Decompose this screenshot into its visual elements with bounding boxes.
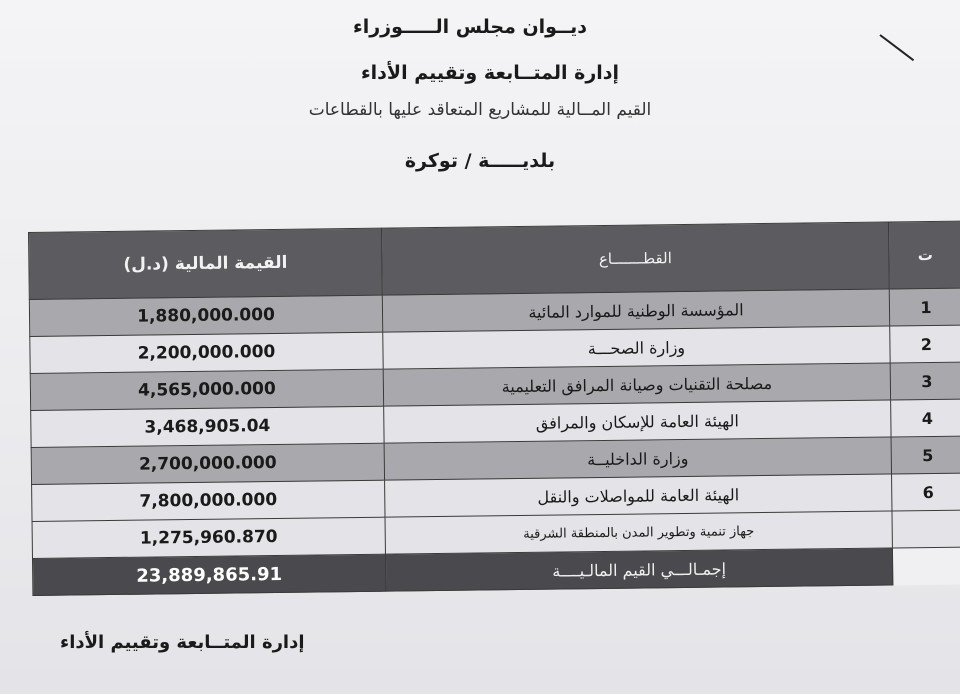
header-report-title: القيم المــالية للمشاريع المتعاقد عليها بالقطاعات bbox=[308, 100, 652, 120]
row-number bbox=[892, 510, 960, 548]
row-sector: الهيئة العامة للإسكان والمرافق bbox=[384, 400, 891, 443]
row-value: 2,700,000.000 bbox=[31, 443, 384, 484]
values-table-wrapper bbox=[28, 221, 934, 594]
header-council-title: ديــوان مجلس الـــــوزراء bbox=[353, 16, 587, 38]
row-sector: مصلحة التقنيات وصيانة المرافق التعليمية bbox=[383, 363, 890, 406]
row-value: 1,880,000.000 bbox=[29, 295, 382, 336]
footer-department: إدارة المتــابعة وتقييم الأداء bbox=[60, 632, 305, 653]
column-header-value: القيمة المالية (د.ل) bbox=[29, 228, 383, 299]
row-value: 4,565,000.000 bbox=[30, 369, 383, 410]
row-sector: المؤسسة الوطنية للموارد المائية bbox=[382, 289, 889, 332]
values-table bbox=[28, 221, 960, 596]
row-value: 3,468,905.04 bbox=[31, 406, 384, 447]
row-value: 2,200,000.000 bbox=[30, 332, 383, 373]
row-number: 2 bbox=[890, 325, 960, 363]
column-header-number: ت bbox=[888, 221, 960, 289]
total-label: إجمـالـــي القيم المالـيــــة bbox=[385, 548, 892, 591]
row-number: 3 bbox=[890, 362, 960, 400]
row-number: 4 bbox=[891, 399, 960, 437]
row-sector: الهيئة العامة للمواصلات والنقل bbox=[385, 474, 892, 517]
row-number: 6 bbox=[892, 473, 960, 511]
row-sector: جهاز تنمية وتطوير المدن بالمنطقة الشرقية bbox=[385, 511, 892, 554]
row-sector: وزارة الداخليــة bbox=[384, 437, 891, 480]
header-municipality: بلديـــــة / توكرة bbox=[404, 150, 556, 172]
row-value: 7,800,000.000 bbox=[32, 480, 385, 521]
row-number: 1 bbox=[889, 288, 960, 326]
row-sector: وزارة الصحـــة bbox=[383, 326, 890, 369]
handwritten-slash-mark bbox=[879, 34, 914, 61]
row-number: 5 bbox=[891, 436, 960, 474]
total-value: 23,889,865.91 bbox=[32, 554, 385, 595]
row-value: 1,275,960.870 bbox=[32, 517, 385, 558]
column-header-sector: القطـــــــاع bbox=[381, 222, 889, 295]
table-header-row bbox=[29, 221, 960, 299]
total-number-cell bbox=[892, 547, 960, 585]
header-department-title: إدارة المتــابعة وتقييم الأداء bbox=[360, 62, 620, 84]
